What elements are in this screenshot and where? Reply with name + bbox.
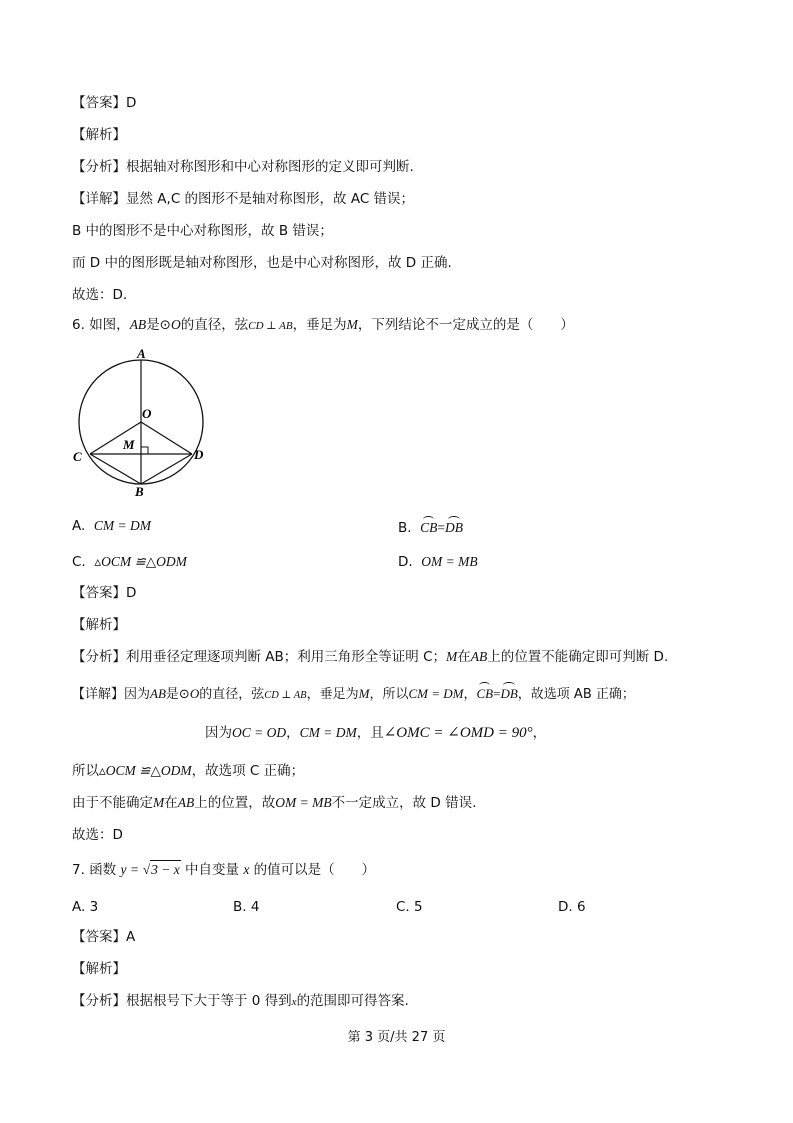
label-d: D	[194, 447, 204, 462]
q5-fenxi: 【分析】根据轴对称图形和中心对称图形的定义即可判断.	[72, 159, 414, 175]
q6-choose: 故选：D	[72, 827, 123, 843]
q7-option-b: B. 4	[233, 899, 260, 915]
q6-option-b: B. CB=DB	[398, 517, 463, 537]
q6-option-c: C. ▵OCM ≌△ODM	[72, 554, 187, 570]
q6-detail-1: 【详解】因为AB是⊙O的直径，弦CD ⊥ AB，垂足为M，所以CM = DM，CB=DB，故选项 AB 正确；	[72, 683, 635, 705]
label-b: B	[135, 484, 144, 499]
q6-detail-3: 所以▵OCM ≌△ODM，故选项 C 正确；	[72, 763, 305, 779]
q7-option-a: A. 3	[72, 899, 99, 915]
label-c: C	[73, 449, 82, 464]
q6-detail-2: 因为OC = OD，CM = DM，且∠OMC = ∠OMD = 90°，	[205, 725, 547, 741]
page-footer: 第 3 页/共 27 页	[347, 1030, 446, 1045]
q6-option-d: D. OM = MB	[398, 554, 478, 570]
label-m: M	[123, 437, 135, 452]
q6-answer: 【答案】D	[72, 585, 137, 601]
q7-option-c: C. 5	[396, 899, 423, 915]
q6-fenxi: 【分析】利用垂径定理逐项判断 AB；利用三角形全等证明 C；M在AB上的位置不能确定即可判断 D.	[72, 649, 669, 665]
q7-analysis-tag: 【解析】	[72, 961, 126, 977]
q7-stem: 7. 函数 y = √3 − x 中自变量 x 的值可以是（ ）	[72, 862, 376, 878]
circle-diagram	[70, 343, 220, 501]
q5-choose: 故选：D.	[72, 287, 128, 303]
label-o: O	[142, 406, 152, 421]
segment-cb	[90, 454, 141, 484]
q5-analysis-tag: 【解析】	[72, 127, 126, 143]
q6-stem: 6. 如图，AB是⊙O的直径，弦CD ⊥ AB，垂足为M，下列结论不一定成立的是（ ）	[72, 317, 574, 333]
q5-answer: 【答案】D	[72, 95, 137, 111]
right-angle-mark	[141, 447, 148, 454]
segment-od	[141, 422, 192, 454]
q6-analysis-tag: 【解析】	[72, 617, 126, 633]
q7-fenxi: 【分析】根据根号下大于等于 0 得到x的范围即可得答案.	[72, 993, 409, 1009]
q5-detail-3: 而 D 中的图形既是轴对称图形，也是中心对称图形，故 D 正确.	[72, 255, 452, 271]
q5-detail-1: 【详解】显然 A,C 的图形不是轴对称图形，故 AC 错误；	[72, 191, 415, 207]
q6-option-a: A. CM = DM	[72, 518, 151, 534]
segment-db	[141, 454, 192, 484]
q6-detail-4: 由于不能确定M在AB上的位置，故OM = MB不一定成立，故 D 错误.	[72, 795, 477, 811]
label-a: A	[137, 346, 146, 361]
q5-detail-2: B 中的图形不是中心对称图形，故 B 错误；	[72, 223, 333, 239]
q7-answer: 【答案】A	[72, 929, 136, 945]
q7-option-d: D. 6	[558, 899, 586, 915]
